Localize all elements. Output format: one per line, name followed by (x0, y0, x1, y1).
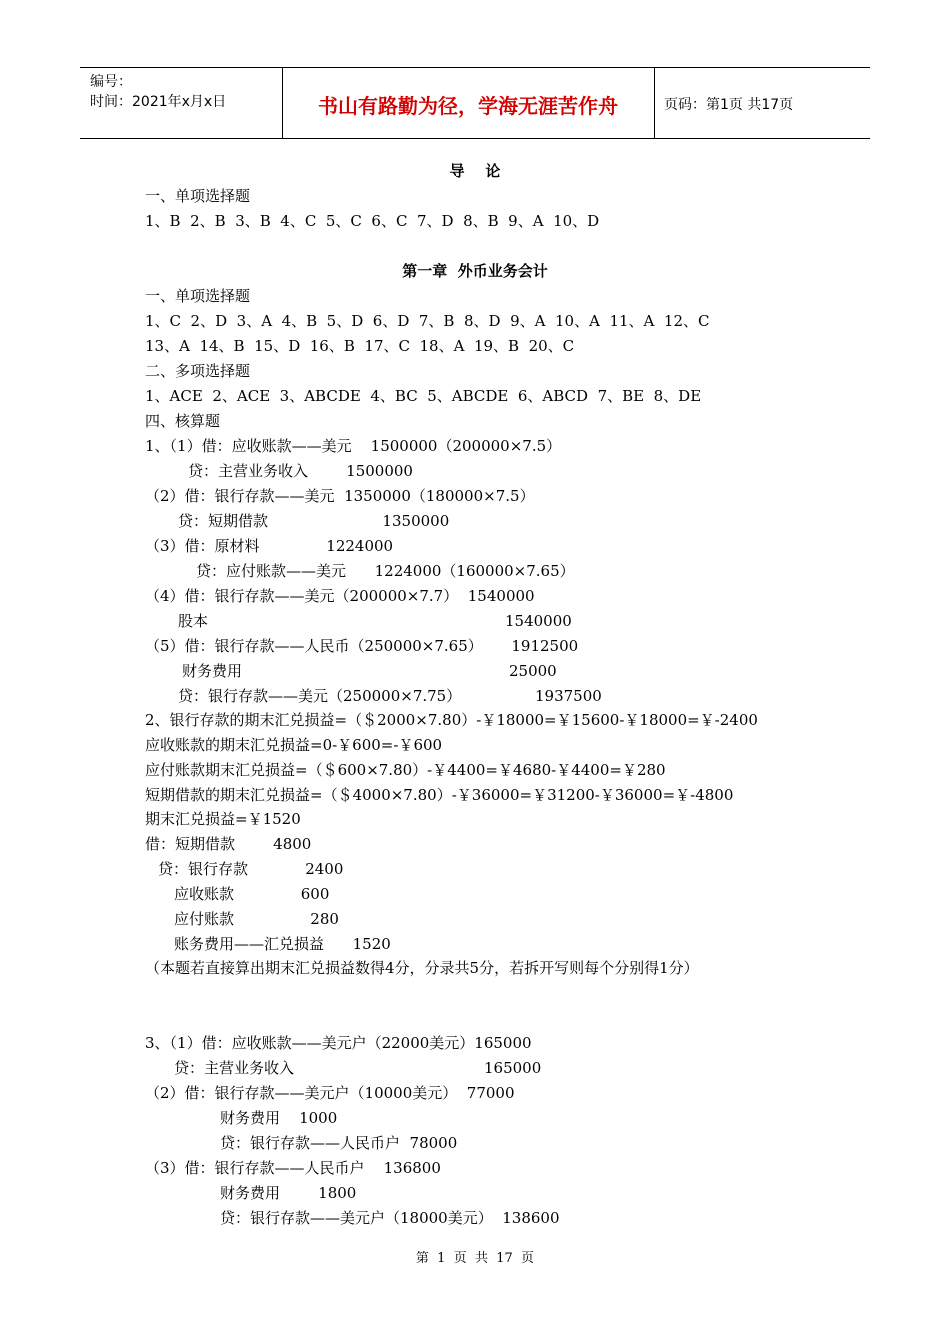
journal-amount: 1937500 (535, 687, 602, 705)
multi-choice-heading: 二、多项选择题 (145, 362, 251, 380)
calc-line: 应收账款的期末汇兑损益=0-￥600=-￥600 (145, 736, 443, 754)
journal-line: 应付账款 280 (174, 910, 339, 928)
number-label: 编号： (90, 74, 132, 90)
header-divider (654, 68, 655, 138)
journal-amount: 165000 (484, 1059, 542, 1077)
journal-line: 贷：应付账款——美元 1224000（160000×7.65） (196, 562, 575, 580)
intro-section-heading: 一、单项选择题 (145, 187, 251, 205)
journal-line: 1、（1）借：应收账款——美元 1500000（200000×7.5） (145, 437, 562, 455)
single-choice-answers: 1、C 2、D 3、A 4、B 5、D 6、D 7、B 8、D 9、A 10、A 11、A 12、C (145, 312, 710, 330)
journal-line: 财务费用 (182, 662, 243, 680)
journal-line: （5）借：银行存款——人民币（250000×7.65） 1912500 (145, 637, 579, 655)
header-meta (90, 72, 226, 112)
date-label: 时间：2021年x月x日 (90, 94, 227, 110)
scoring-note: （本题若直接算出期末汇兑损益数得4分，分录共5分，若拆开写则每个分别得1分） (145, 959, 699, 977)
chapter1-title: 第一章 外币业务会计 (402, 262, 548, 280)
journal-line: 股本 (178, 612, 209, 630)
journal-line: 账务费用——汇兑损益 1520 (174, 935, 391, 953)
journal-line: 应收账款 600 (174, 885, 330, 903)
journal-line: 贷：主营业务收入 (174, 1059, 295, 1077)
journal-line: 借：短期借款 4800 (145, 835, 312, 853)
calc-line: 2、银行存款的期末汇兑损益=（＄2000×7.80）-￥18000=￥15600-￥18000=￥-2400 (145, 711, 758, 729)
journal-line: 财务费用 1800 (220, 1184, 357, 1202)
journal-amount: 25000 (509, 662, 557, 680)
journal-line: 贷：短期借款 1350000 (178, 512, 450, 530)
journal-line: 3、（1）借：应收账款——美元户（22000美元）165000 (145, 1034, 532, 1052)
calc-heading: 四、核算题 (145, 412, 221, 430)
journal-amount: 1540000 (505, 612, 572, 630)
single-choice-heading: 一、单项选择题 (145, 287, 251, 305)
journal-line: （2）借：银行存款——美元户（10000美元） 77000 (145, 1084, 515, 1102)
single-choice-answers: 13、A 14、B 15、D 16、B 17、C 18、A 19、B 20、C (145, 337, 575, 355)
journal-line: （3）借：银行存款——人民币户 136800 (145, 1159, 441, 1177)
header-motto: 书山有路勤为径，学海无涯苦作舟 (318, 94, 618, 118)
journal-line: 贷：银行存款——美元（250000×7.75） (178, 687, 462, 705)
calc-line: 期末汇兑损益=￥1520 (145, 810, 301, 828)
intro-answers: 1、B 2、B 3、B 4、C 5、C 6、C 7、D 8、B 9、A 10、D (145, 212, 600, 230)
calc-line: 应付账款期末汇兑损益=（＄600×7.80）-￥4400=￥4680-￥4400=￥280 (145, 761, 666, 779)
page-footer: 第 1 页 共 17 页 (415, 1251, 535, 1266)
journal-line: （3）借：原材料 1224000 (145, 537, 394, 555)
document-header (80, 67, 870, 139)
journal-line: （4）借：银行存款——美元（200000×7.7） 1540000 (145, 587, 535, 605)
journal-line: 贷：银行存款 2400 (158, 860, 344, 878)
journal-line: 贷：主营业务收入 1500000 (188, 462, 413, 480)
journal-line: 财务费用 1000 (220, 1109, 338, 1127)
journal-line: 贷：银行存款——人民币户 78000 (220, 1134, 458, 1152)
intro-title: 导 论 (449, 162, 501, 180)
multi-choice-answers: 1、ACE 2、ACE 3、ABCDE 4、BC 5、ABCDE 6、ABCD 7、BE 8、DE (145, 387, 702, 405)
journal-line: 贷：银行存款——美元户（18000美元） 138600 (220, 1209, 560, 1227)
calc-line: 短期借款的期末汇兑损益=（＄4000×7.80）-￥36000=￥31200-￥36000=￥-4800 (145, 786, 734, 804)
journal-line: （2）借：银行存款——美元 1350000（180000×7.5） (145, 487, 535, 505)
header-page-label: 页码：第1页 共17页 (664, 97, 794, 113)
